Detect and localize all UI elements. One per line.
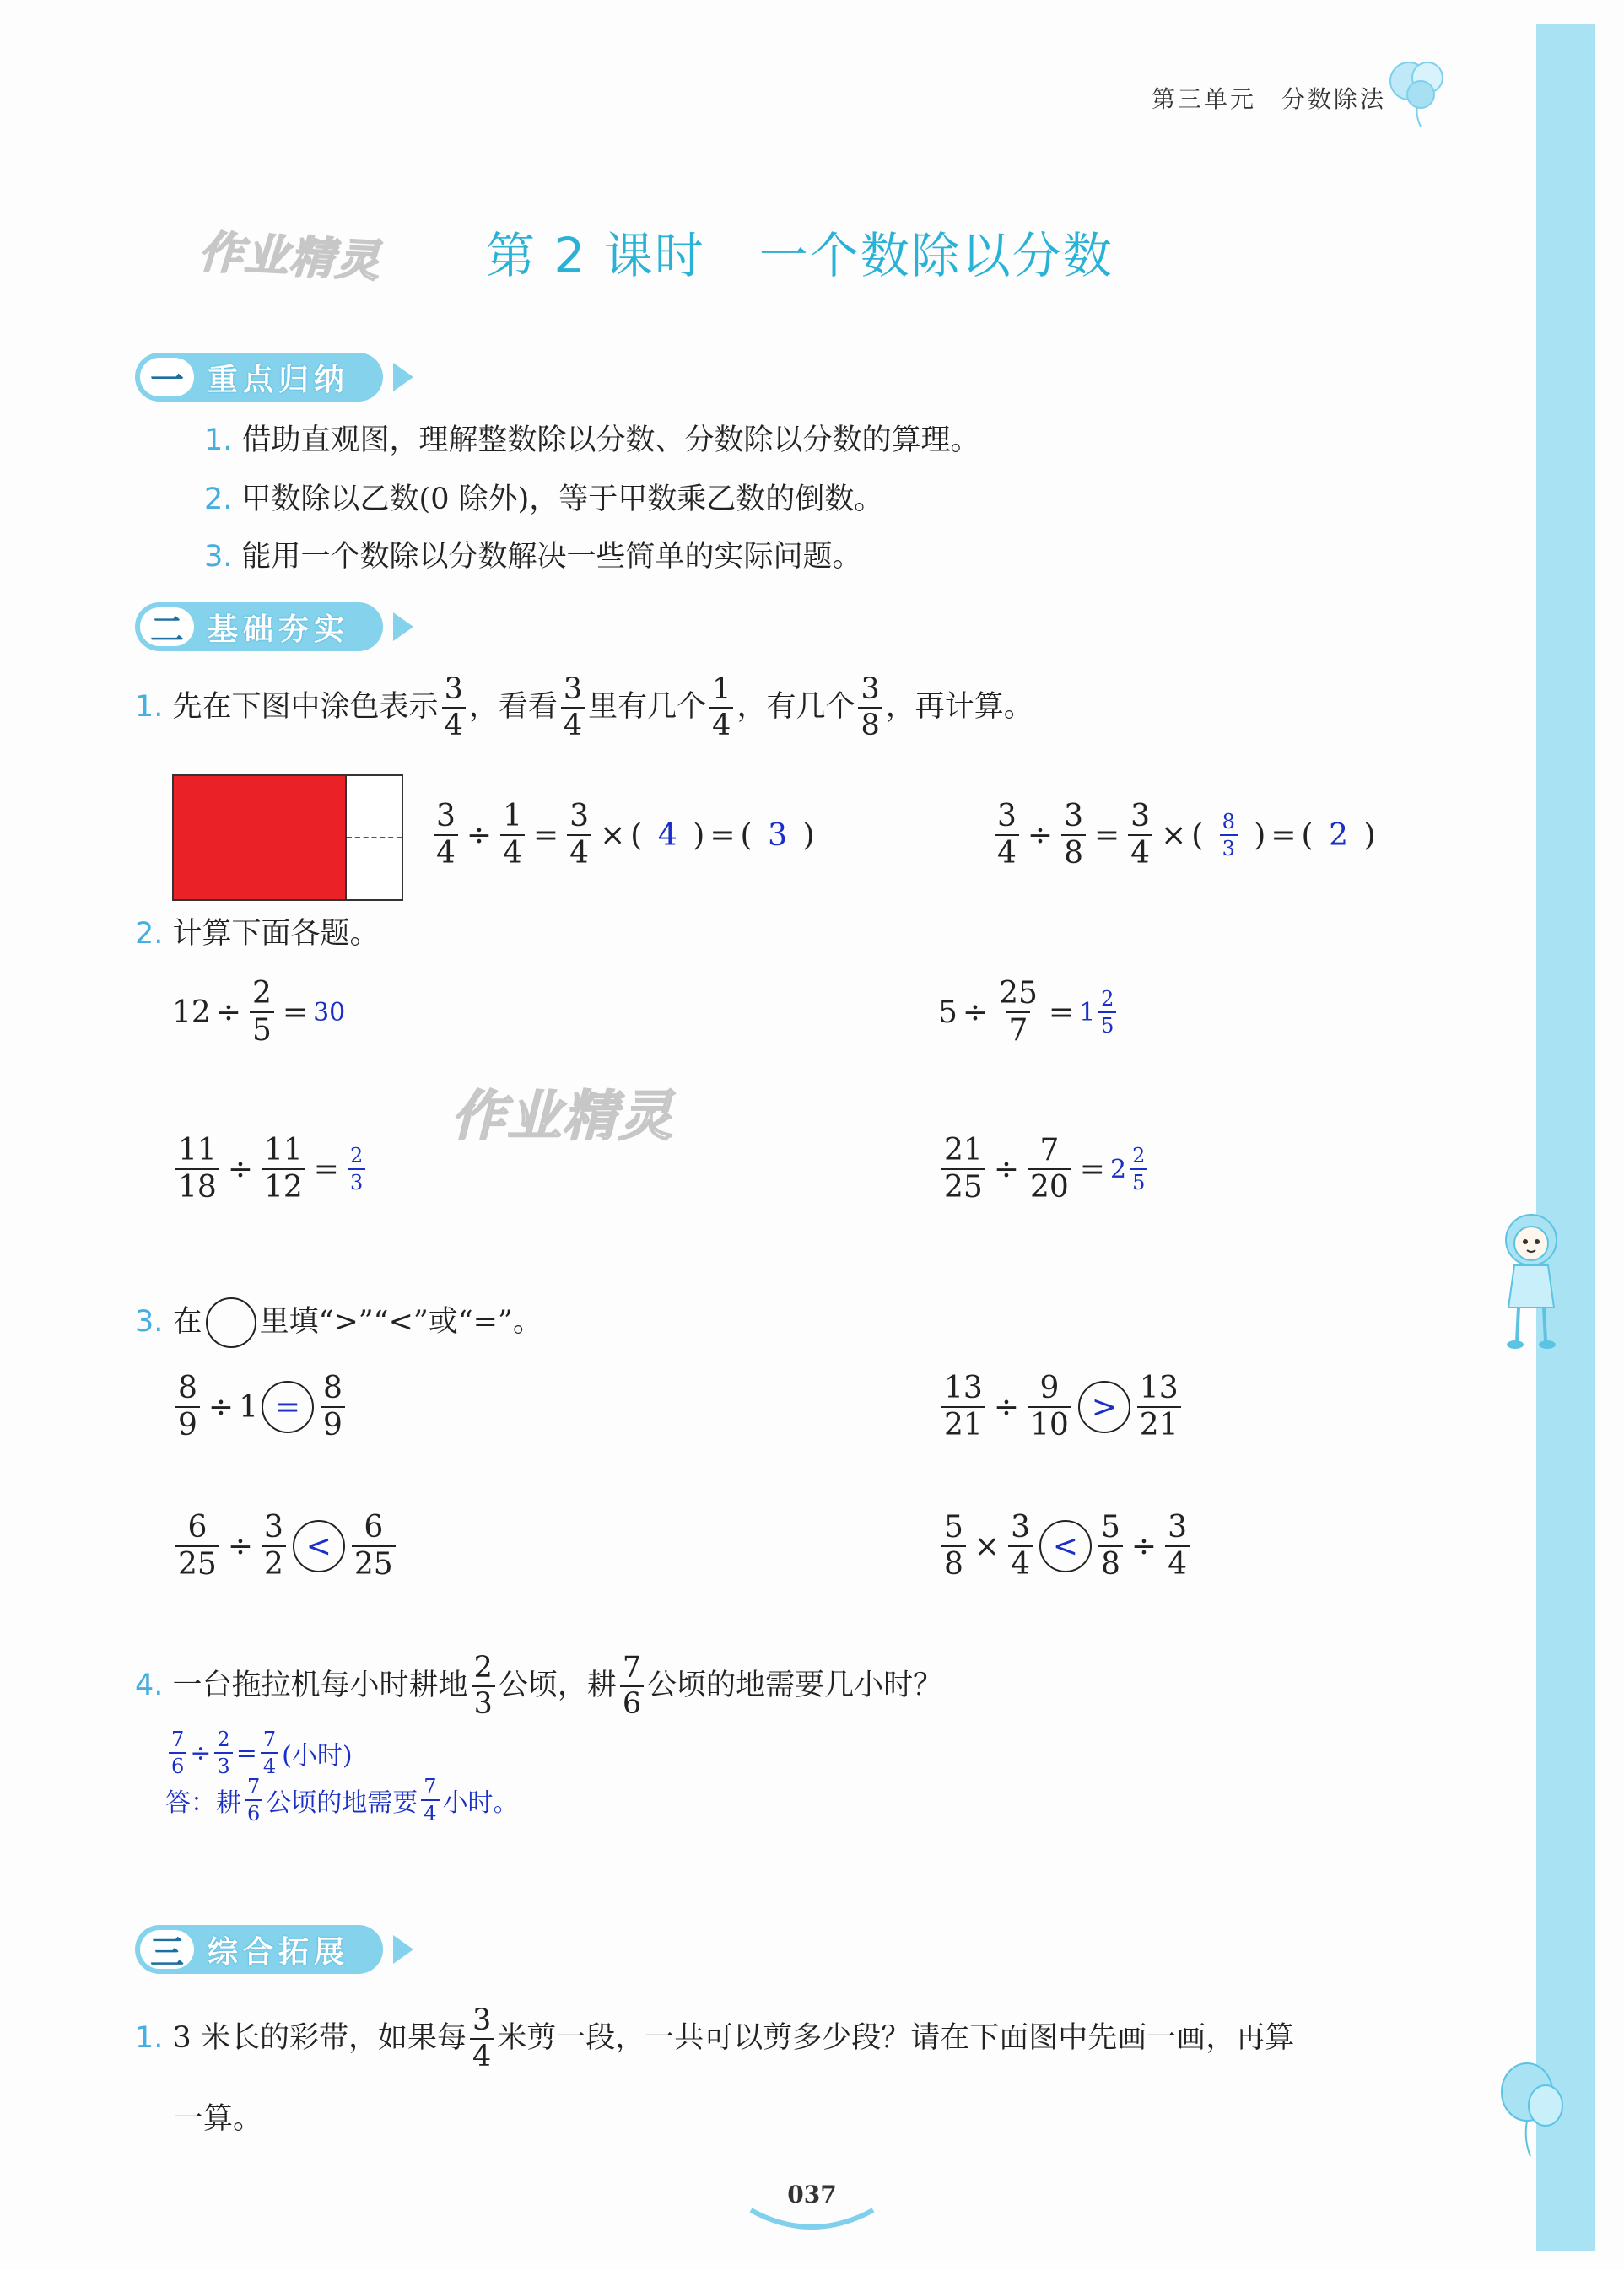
calc-problem-2: 5 ÷ $\frac{25}{7}$ = 1 $\frac{2}{5}$ xyxy=(938,979,1120,1046)
section-number: 二 xyxy=(140,607,194,646)
key-point-1: 1. 借助直观图，理解整数除以分数、分数除以分数的算理。 xyxy=(204,423,980,457)
circle-blank-icon xyxy=(206,1297,256,1348)
fraction: $\frac{3}{4}$ xyxy=(561,675,585,741)
section-label: 基础夯实 xyxy=(208,612,350,647)
arrow-icon xyxy=(393,1935,413,1964)
arrow-icon xyxy=(393,363,413,391)
fraction: $\frac{1}{4}$ xyxy=(709,675,733,741)
question-1-prompt: 1. 先在下图中涂色表示 $\frac{3}{4}$ ，看看 $\frac{3}{4}$ 里有几个 $\frac{1}{4}$ ，有几个 $\frac{3}{8}$ ，再计算。 xyxy=(135,672,1033,742)
header-unit: 第三单元 xyxy=(1152,85,1257,113)
answer[interactable]: $\frac{2}{3}$ xyxy=(348,1146,365,1193)
answer[interactable]: 1 $\frac{2}{5}$ xyxy=(1079,989,1120,1036)
calc-problem-4: $\frac{21}{25}$ ÷ $\frac{7}{20}$ = 2 $\frac{2}{5}$ xyxy=(938,1135,1151,1203)
cartoon-girl-icon xyxy=(1493,1206,1569,1358)
watermark-logo: 作业精灵 xyxy=(451,1086,674,1148)
section-header-extension xyxy=(135,1925,413,1974)
arrow-icon xyxy=(393,612,413,641)
calc-problem-1: 12 ÷ $\frac{2}{5}$ = 30 xyxy=(172,976,346,1048)
watermark-logo: 作业精灵 xyxy=(197,227,383,288)
shaded-bar-diagram xyxy=(172,774,403,901)
balloons-icon xyxy=(1384,54,1451,130)
running-header xyxy=(1152,81,1386,115)
answer-blank[interactable]: 4 xyxy=(657,817,677,853)
question-4-prompt: 4. 一台拖拉机每小时耕地 $\frac{2}{3}$ 公顷，耕 $\frac{7}{6}$ 公顷的地需要几小时？ xyxy=(135,1651,943,1721)
equation-2: $\frac{3}{4}$ ÷ $\frac{3}{8}$ = $\frac{3}{4}$ × ( $\frac{8}{3}$ ) = ( 2 ) xyxy=(991,801,1376,869)
fraction: $\frac{3}{4}$ xyxy=(442,675,466,741)
question-2-prompt: 2. 计算下面各题。 xyxy=(135,917,380,951)
section-label: 重点归纳 xyxy=(208,362,350,397)
section-header-basics xyxy=(135,602,413,651)
compare-problem-3: $\frac{6}{25}$ ÷ $\frac{3}{2}$ < $\frac{6}{25}$ xyxy=(172,1512,399,1580)
section-label: 综合拓展 xyxy=(208,1934,350,1970)
compare-circle[interactable]: = xyxy=(262,1381,314,1433)
shaded-portion xyxy=(174,776,345,899)
extension-question-1-cont: 一算。 xyxy=(174,2102,263,2136)
side-decoration-strip xyxy=(1536,24,1595,2251)
section-header-key-points xyxy=(135,353,413,402)
question-3-prompt: 3. 在 里填“>”“<”或“=”。 xyxy=(135,1297,542,1348)
lesson-number: 第 2 课时 xyxy=(486,227,705,284)
compare-circle[interactable]: < xyxy=(1039,1520,1092,1572)
answer-blank[interactable]: 2 xyxy=(1329,817,1348,853)
section-number: 一 xyxy=(140,358,194,396)
answer[interactable]: 2 $\frac{2}{5}$ xyxy=(1110,1146,1151,1193)
key-point-3: 3. 能用一个数除以分数解决一些简单的实际问题。 xyxy=(204,540,862,574)
extension-question-1: 1. 3 米长的彩带，如果每 $\frac{3}{4}$ 米剪一段，一共可以剪多少段？请在下面图中先画一画，再算 xyxy=(135,2003,1295,2073)
section-number: 三 xyxy=(140,1930,194,1969)
compare-circle[interactable]: < xyxy=(293,1520,345,1572)
lesson-title xyxy=(486,216,1114,287)
answer[interactable]: 30 xyxy=(313,997,346,1027)
unshaded-portion xyxy=(345,776,402,899)
solution-line-2[interactable]: 答：耕 $\frac{7}{6}$ 公顷的地需要 $\frac{7}{4}$ 小时。 xyxy=(165,1775,519,1825)
header-chapter: 分数除法 xyxy=(1281,85,1387,113)
fraction: $\frac{3}{8}$ xyxy=(858,675,882,741)
dashed-divider xyxy=(347,837,402,838)
compare-problem-4: $\frac{5}{8}$ × $\frac{3}{4}$ < $\frac{5}{8}$ ÷ $\frac{3}{4}$ xyxy=(938,1512,1193,1580)
balloon-icon xyxy=(1493,2058,1569,2159)
page-number: 037 xyxy=(787,2181,837,2208)
solution-line-1[interactable]: $\frac{7}{6}$ ÷ $\frac{2}{3}$ = $\frac{7}{4}$ (小时) xyxy=(165,1729,353,1777)
lesson-topic: 一个数除以分数 xyxy=(758,227,1114,284)
answer-blank[interactable]: $\frac{8}{3}$ xyxy=(1203,811,1254,859)
key-point-2: 2. 甲数除以乙数(0 除外)，等于甲数乘乙数的倒数。 xyxy=(204,483,884,516)
compare-problem-2: $\frac{13}{21}$ ÷ $\frac{9}{10}$ > $\frac{13}{21}$ xyxy=(938,1373,1184,1441)
answer-blank[interactable]: 3 xyxy=(768,817,787,853)
calc-problem-3: $\frac{11}{18}$ ÷ $\frac{11}{12}$ = $\frac{2}{3}$ xyxy=(172,1135,369,1203)
compare-problem-1: $\frac{8}{9}$ ÷ 1 = $\frac{8}{9}$ xyxy=(172,1373,348,1441)
compare-circle[interactable]: > xyxy=(1078,1381,1130,1433)
equation-1: $\frac{3}{4}$ ÷ $\frac{1}{4}$ = $\frac{3}{4}$ × ( 4 ) = ( 3 ) xyxy=(430,801,815,869)
